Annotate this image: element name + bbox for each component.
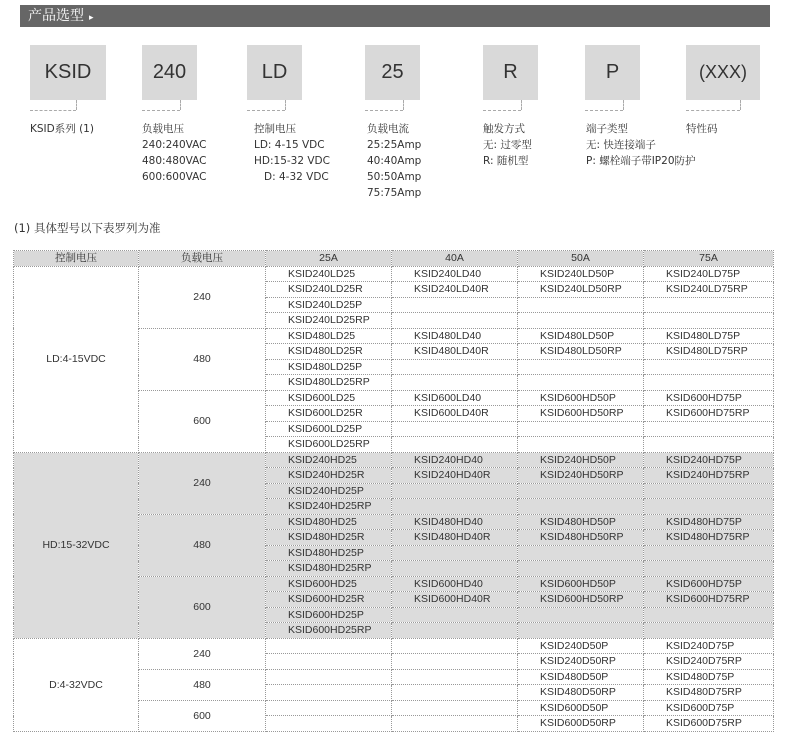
- model-cell: [644, 297, 774, 313]
- model-cell: KSID480HD25R: [266, 530, 392, 546]
- model-cell: KSID480D75P: [644, 669, 774, 685]
- model-box-control-voltage: LD: [247, 45, 302, 100]
- model-cell: KSID600D50P: [518, 700, 644, 716]
- model-cell: [392, 716, 518, 732]
- model-cell: KSID240LD25P: [266, 297, 392, 313]
- model-cell: [518, 359, 644, 375]
- model-cell: [392, 654, 518, 670]
- model-cell: KSID240HD75RP: [644, 468, 774, 484]
- model-box-terminal: P: [585, 45, 640, 100]
- model-cell: [644, 623, 774, 639]
- model-cell: [392, 375, 518, 391]
- model-cell: [644, 359, 774, 375]
- model-cell: KSID600HD50P: [518, 390, 644, 406]
- connector: [403, 100, 404, 110]
- model-cell: [644, 421, 774, 437]
- model-cell: KSID480LD50RP: [518, 344, 644, 360]
- model-cell: KSID600HD40: [392, 576, 518, 592]
- model-cell: KSID600HD25RP: [266, 623, 392, 639]
- connector: [142, 110, 180, 111]
- connector: [247, 110, 285, 111]
- model-cell: KSID480HD40R: [392, 530, 518, 546]
- model-cell: KSID240LD75P: [644, 266, 774, 282]
- model-cell: [518, 607, 644, 623]
- model-cell: KSID240LD25: [266, 266, 392, 282]
- load-voltage-cell: 240: [139, 266, 266, 328]
- model-cell: KSID480LD50P: [518, 328, 644, 344]
- model-cell: [392, 483, 518, 499]
- model-cell: KSID240HD50P: [518, 452, 644, 468]
- load-voltage-cell: 480: [139, 669, 266, 700]
- model-cell: [644, 375, 774, 391]
- model-cell: KSID240HD25R: [266, 468, 392, 484]
- model-cell: [392, 437, 518, 453]
- desc-load-current: 负载电流 25:25Amp 40:40Amp 50:50Amp 75:75Amp: [367, 123, 422, 199]
- model-cell: KSID240HD50RP: [518, 468, 644, 484]
- connector: [585, 110, 623, 111]
- model-cell: KSID600LD40R: [392, 406, 518, 422]
- model-cell: [518, 297, 644, 313]
- model-cell: [518, 561, 644, 577]
- connector: [623, 100, 624, 110]
- table-row: [14, 266, 774, 282]
- model-cell: KSID240HD25RP: [266, 499, 392, 515]
- model-cell: KSID240LD50P: [518, 266, 644, 282]
- model-cell: [392, 669, 518, 685]
- model-cell: KSID600HD25: [266, 576, 392, 592]
- model-cell: KSID600LD25P: [266, 421, 392, 437]
- model-cell: KSID480LD75P: [644, 328, 774, 344]
- table-row: [14, 638, 774, 654]
- column-header: 25A: [266, 251, 392, 267]
- model-cell: KSID240LD75RP: [644, 282, 774, 298]
- model-cell: [266, 700, 392, 716]
- model-cell: KSID600D75RP: [644, 716, 774, 732]
- column-header: 40A: [392, 251, 518, 267]
- model-cell: KSID480HD50RP: [518, 530, 644, 546]
- model-cell: [518, 623, 644, 639]
- model-cell: KSID600HD75RP: [644, 406, 774, 422]
- model-cell: KSID600HD75RP: [644, 592, 774, 608]
- model-cell: KSID240LD50RP: [518, 282, 644, 298]
- model-cell: KSID240LD40: [392, 266, 518, 282]
- column-header: 控制电压: [14, 251, 139, 267]
- model-box-feature-code: (XXX): [686, 45, 760, 100]
- connector: [365, 110, 403, 111]
- model-cell: KSID600HD25P: [266, 607, 392, 623]
- model-cell: KSID480HD25P: [266, 545, 392, 561]
- model-box-series: KSID: [30, 45, 106, 100]
- model-cell: KSID240HD75P: [644, 452, 774, 468]
- model-cell: KSID240D50P: [518, 638, 644, 654]
- model-cell: [392, 623, 518, 639]
- caret-right-icon: ▸: [89, 13, 94, 23]
- model-cell: [392, 313, 518, 329]
- model-cell: [644, 313, 774, 329]
- model-cell: [266, 654, 392, 670]
- section-title: 产品选型: [28, 8, 84, 24]
- model-cell: KSID240HD40R: [392, 468, 518, 484]
- desc-load-voltage: 负载电压 240:240VAC 480:480VAC 600:600VAC: [142, 123, 207, 183]
- table-header-row: [14, 251, 774, 267]
- model-cell: [518, 421, 644, 437]
- model-cell: KSID240HD25P: [266, 483, 392, 499]
- model-cell: [266, 716, 392, 732]
- load-voltage-cell: 480: [139, 514, 266, 576]
- connector: [76, 100, 77, 110]
- control-voltage-cell: LD:4-15VDC: [14, 266, 139, 452]
- model-cell: [266, 669, 392, 685]
- model-cell: KSID480LD25: [266, 328, 392, 344]
- model-cell: [644, 437, 774, 453]
- load-voltage-cell: 480: [139, 328, 266, 390]
- model-cell: KSID240LD25RP: [266, 313, 392, 329]
- model-cell: [392, 499, 518, 515]
- model-cell: KSID600D50RP: [518, 716, 644, 732]
- desc-feature-code: 特性码: [686, 123, 718, 135]
- model-cell: [266, 638, 392, 654]
- model-box-trigger: R: [483, 45, 538, 100]
- model-cell: KSID480HD25RP: [266, 561, 392, 577]
- model-cell: [518, 313, 644, 329]
- model-cell: KSID600LD25R: [266, 406, 392, 422]
- model-cell: KSID600HD50RP: [518, 592, 644, 608]
- model-cell: KSID240HD25: [266, 452, 392, 468]
- load-voltage-cell: 240: [139, 638, 266, 669]
- model-cell: [392, 297, 518, 313]
- connector: [521, 100, 522, 110]
- model-cell: KSID480D75RP: [644, 685, 774, 701]
- model-cell: [644, 607, 774, 623]
- model-cell: KSID600LD25: [266, 390, 392, 406]
- model-cell: KSID480LD25P: [266, 359, 392, 375]
- model-cell: [518, 375, 644, 391]
- model-cell: [644, 545, 774, 561]
- model-cell: KSID480LD25R: [266, 344, 392, 360]
- control-voltage-cell: D:4-32VDC: [14, 638, 139, 731]
- model-cell: KSID480HD50P: [518, 514, 644, 530]
- model-box-load-current: 25: [365, 45, 420, 100]
- model-cell: KSID600HD75P: [644, 576, 774, 592]
- model-cell: KSID240D75RP: [644, 654, 774, 670]
- model-cell: KSID240D50RP: [518, 654, 644, 670]
- model-cell: [644, 483, 774, 499]
- model-cell: KSID240D75P: [644, 638, 774, 654]
- model-cell: KSID480D50RP: [518, 685, 644, 701]
- table-body: [14, 266, 774, 731]
- model-cell: KSID600HD50RP: [518, 406, 644, 422]
- load-voltage-cell: 600: [139, 390, 266, 452]
- model-cell: KSID600D75P: [644, 700, 774, 716]
- model-cell: [392, 359, 518, 375]
- model-cell: [392, 685, 518, 701]
- connector: [740, 100, 741, 110]
- model-cell: KSID480LD25RP: [266, 375, 392, 391]
- model-cell: KSID480HD75RP: [644, 530, 774, 546]
- model-cell: [392, 700, 518, 716]
- model-cell: [392, 607, 518, 623]
- connector: [30, 110, 76, 111]
- footnote: (1) 具体型号以下表罗列为准: [14, 221, 161, 235]
- column-header: 负载电压: [139, 251, 266, 267]
- connector: [483, 110, 521, 111]
- model-cell: [644, 499, 774, 515]
- control-voltage-cell: HD:15-32VDC: [14, 452, 139, 638]
- connector: [180, 100, 181, 110]
- model-cell: KSID480LD40: [392, 328, 518, 344]
- model-cell: [518, 545, 644, 561]
- connector: [285, 100, 286, 110]
- model-cell: [266, 685, 392, 701]
- selection-table: [13, 250, 774, 732]
- desc-terminal: 端子类型 无: 快连接端子 P: 螺栓端子带IP20防护: [586, 123, 696, 167]
- model-cell: KSID480HD40: [392, 514, 518, 530]
- model-cell: KSID240HD40: [392, 452, 518, 468]
- load-voltage-cell: 240: [139, 452, 266, 514]
- model-cell: KSID480D50P: [518, 669, 644, 685]
- model-cell: [392, 561, 518, 577]
- table-row: [14, 452, 774, 468]
- load-voltage-cell: 600: [139, 700, 266, 731]
- model-cell: KSID480HD75P: [644, 514, 774, 530]
- model-cell: [392, 638, 518, 654]
- model-cell: KSID480LD75RP: [644, 344, 774, 360]
- desc-control-voltage: 控制电压 LD: 4-15 VDC HD:15-32 VDC D: 4-32 VDC: [254, 123, 330, 183]
- model-cell: KSID600HD75P: [644, 390, 774, 406]
- desc-trigger: 触发方式 无: 过零型 R: 随机型: [483, 123, 532, 167]
- connector: [686, 110, 740, 111]
- model-cell: KSID240LD40R: [392, 282, 518, 298]
- model-cell: KSID480HD25: [266, 514, 392, 530]
- model-cell: [518, 499, 644, 515]
- model-cell: KSID600LD25RP: [266, 437, 392, 453]
- model-box-load-voltage: 240: [142, 45, 197, 100]
- model-cell: [518, 437, 644, 453]
- model-cell: [644, 561, 774, 577]
- model-cell: KSID240LD25R: [266, 282, 392, 298]
- section-header: [20, 5, 770, 27]
- model-cell: [392, 421, 518, 437]
- model-cell: [518, 483, 644, 499]
- model-cell: KSID600LD40: [392, 390, 518, 406]
- model-cell: KSID600HD50P: [518, 576, 644, 592]
- model-cell: KSID600HD40R: [392, 592, 518, 608]
- column-header: 50A: [518, 251, 644, 267]
- column-header: 75A: [644, 251, 774, 267]
- load-voltage-cell: 600: [139, 576, 266, 638]
- model-cell: KSID480LD40R: [392, 344, 518, 360]
- model-cell: KSID600HD25R: [266, 592, 392, 608]
- desc-series: KSID系列 (1): [30, 123, 94, 135]
- model-cell: [392, 545, 518, 561]
